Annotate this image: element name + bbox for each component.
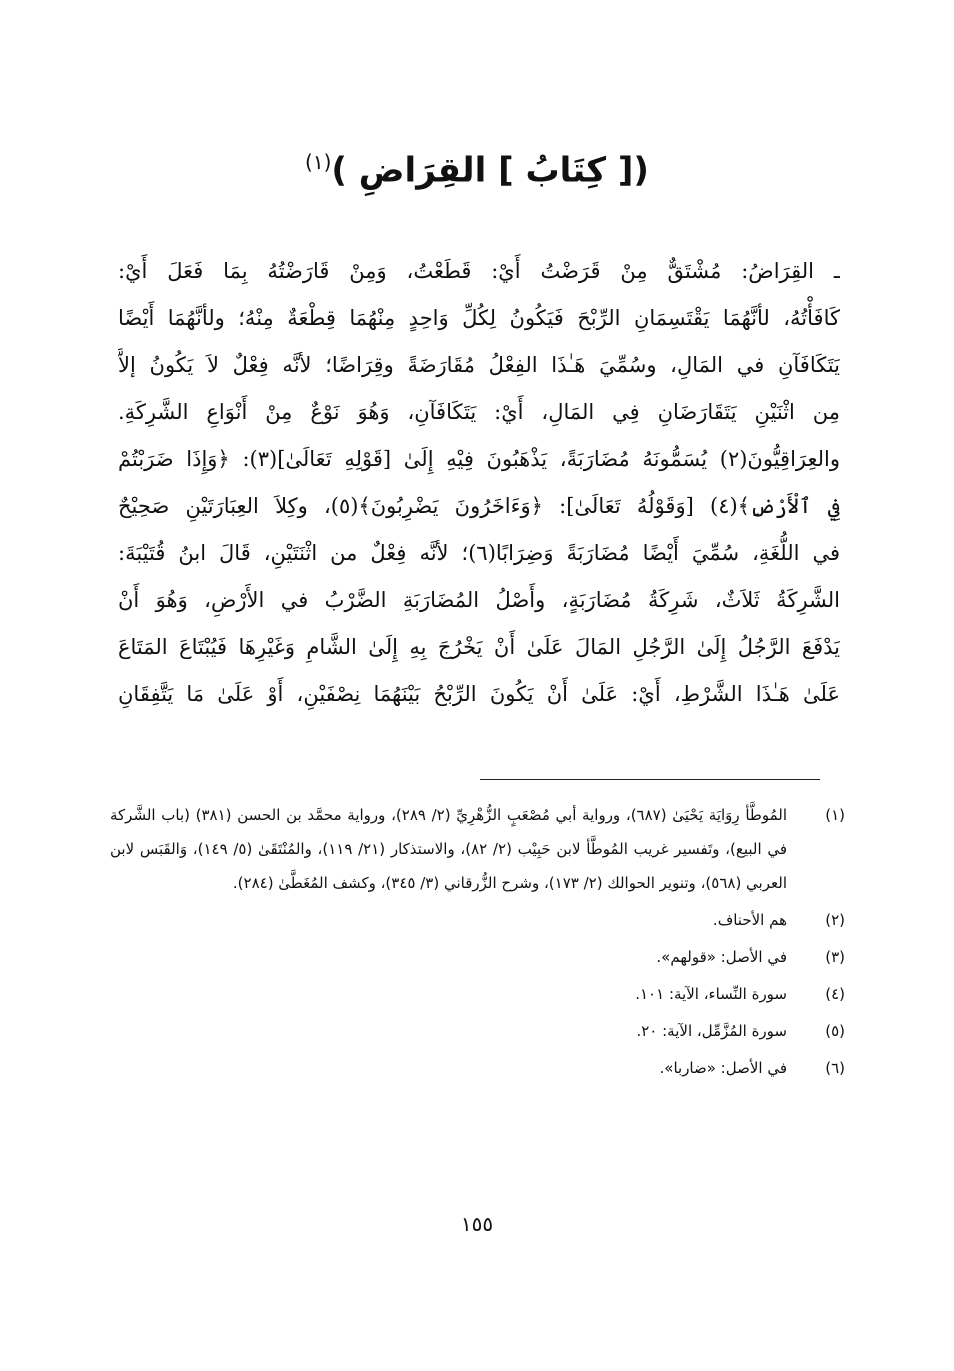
footnote-number: (٤): [825, 985, 845, 1003]
footnote-text: في الأصل: «ضاربا».: [659, 1059, 787, 1077]
footnote-text: في الأصل: «قولهم».: [656, 948, 787, 966]
text-line: فِي ٱلْأَرْضِ﴾(٤) [وَقَوْلُهُ تَعَالَىٰ]: ﴿وَءَاخَرُونَ يَضْرِبُونَ﴾(٥)، وكِلاَ العِبَارَتَيْنِ صَحِيْحٌ: [118, 494, 840, 518]
footnote-number: (٦): [825, 1059, 845, 1077]
footnote-separator: [480, 779, 820, 780]
text-line: مِن اثْنَيْنِ يَتَقَارَضَانِ فِي المَالِ، أَيْ: يَتَكَافَآنِ، وَهُوَ نَوْعٌ مِنْ أَنْوَاعِ الشَّرِكَةِ.: [118, 400, 840, 424]
chapter-title: [0, 132, 954, 200]
title-footnote-ref: (١): [305, 150, 332, 174]
footnote: [110, 940, 845, 974]
footnotes: [110, 798, 845, 1088]
text-line: الشَّرِكَةُ ثَلاَثٌ، شَرِكَةُ مُضَارَبَةٍ، وأَصْلُ المُضَارَبَةِ الضَّرْبُ في الأَرْضِ، وَهُوَ أَنْ: [118, 588, 840, 612]
footnote-number: (٥): [825, 1022, 845, 1040]
main-text: [118, 248, 840, 718]
footnote: [110, 1051, 845, 1085]
text-line: يَدْفَعَ الرَّجُلُ إِلَىٰ الرَّجُلِ المَالَ عَلَىٰ أَنْ يَخْرُجَ بِهِ إِلَىٰ الشَّامِ وَغَيْرِهَا فَيُبْتَاعَ المَتَاعَ: [118, 635, 840, 659]
footnote-text: هم الأحناف.: [712, 911, 787, 929]
text-line: في اللُّغَةِ، سُمِّيَ أَيْضًا مُضَارَبَةً وَضِرَابًا(٦)؛ لأنَّه فِعْلٌ من اثْنَتَيْنِ، قَالَ ابنُ قُتَيْبَةَ:: [118, 541, 840, 565]
footnote-number: (٢): [825, 911, 845, 929]
footnote: [110, 798, 845, 900]
footnote: [110, 977, 845, 1011]
text-line: يَتَكَافَآنِ في المَالِ، وسُمِّيَ هَـٰذَا الفِعْلُ مُقَارَضَةً وقِرَاضًا؛ لأنَّه فِعْلٌ لاَ يَكُونُ إلاَّ: [118, 353, 840, 377]
footnote-number: (١): [825, 806, 845, 824]
page-number: ١٥٥: [460, 1212, 494, 1236]
footnote-text: المُوطَّأ رِوَايَة يَحْيَىٰ (٦٨٧)، ورواية أبي مُصْعَبٍ الزُّهْرِيِّ (٢/ ٢٨٩)، ورواية محمَّد بن الحسن (٣٨١) (باب الشَّركة في البيع)، وتَفسير غريب المُوطَّأ لابن حَبِيْب (٢/ ٨٢)، والاستذكار (٢١/ ١١٩)، والمُنْتَقَىٰ (٥/ ١٤٩)، وَالقَبَس لابن العربي (٥٦٨)، وتنوير الحوالك (٢/ ١٧٣)، وشرح الزُّرقاني (٣/ ٣٤٥)، وكشف المُغَطَّىٰ (٢٨٤).: [110, 806, 788, 892]
text-line: عَلَىٰ هَـٰذَا الشَّرْطِ، أَيْ: عَلَىٰ أَنْ يَكُونَ الرِّبْحُ بَيْنَهُمَا نِصْفَيْنِ، أَوْ عَلَىٰ مَا يَتَّفِقَانِ: [118, 682, 840, 706]
text-line: والعِرَاقِيُّونَ(٢) يُسَمُّونَهُ مُضَارَبَةً، يَذْهَبُونَ فِيْهِ إِلَىٰ [قَوْلِهِ تَعَالَىٰ](٣): ﴿وَإِذَا ضَرَبْتُمْ: [118, 447, 840, 471]
footnote-text: سورة النِّساء، الآية: ١٠١.: [635, 985, 787, 1003]
footnote: [110, 903, 845, 937]
footnote-number: (٣): [825, 948, 845, 966]
footnote-text: سورة المُزَّمِّل، الآية: ٢٠.: [636, 1022, 787, 1040]
text-line: ـ القِرَاضُ: مُشْتَقٌّ مِنْ قَرَضْتُ أَيْ: قَطَعْتُ، وَمِنْ قَارَضْتُهُ بِمَا فَعَلَ أَيْ:: [118, 259, 840, 283]
text-line: كَافَأْتُهُ، لأنَّهُمَا يَقْتَسِمَانِ الرِّبْحَ فَيَكُونُ لِكُلِّ وَاحِدٍ مِنْهُمَا قِطْعَةٌ مِنْهُ؛ ولأنَّهُمَا أَيْضًا: [118, 306, 840, 330]
chapter-title-text: ([ كِتَابُ ] القِرَاضِ ): [331, 150, 649, 191]
footnote: [110, 1014, 845, 1048]
